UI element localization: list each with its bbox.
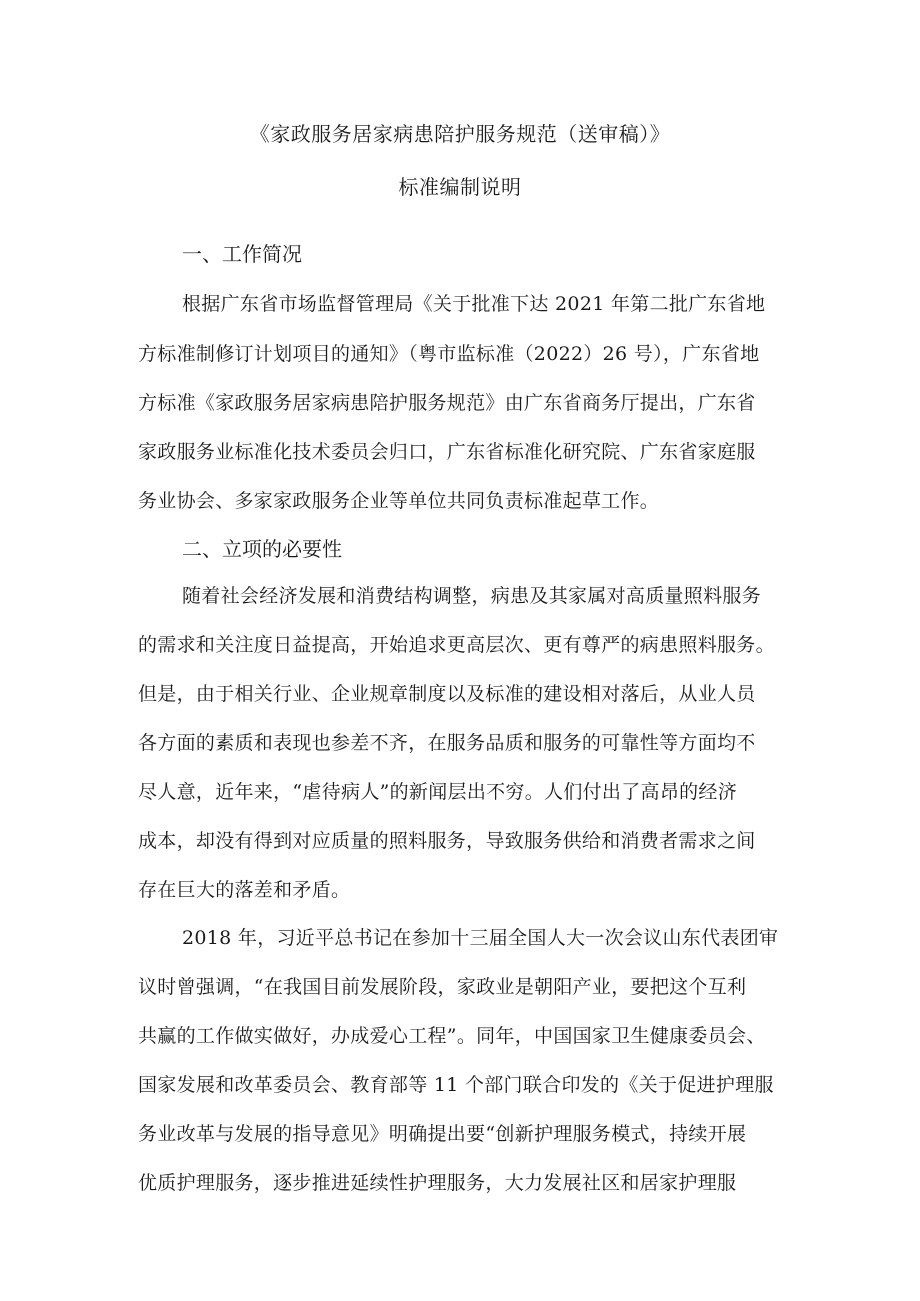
paragraph-line: 务业协会、多家家政服务企业等单位共同负责标准起草工作。 bbox=[138, 490, 660, 512]
paragraph-line: 根据广东省市场监督管理局《关于批准下达 2021 年第二批广东省地 bbox=[182, 293, 766, 315]
paragraph-line: 但是，由于相关行业、企业规章制度以及标准的建设相对落后，从业人员 bbox=[138, 683, 756, 705]
paragraph-line: 方标准制修订计划项目的通知》（粤市监标准（2022）26 号），广东省地 bbox=[138, 343, 760, 365]
paragraph-line: 优质护理服务，逐步推进延续性护理服务，大力发展社区和居家护理服 bbox=[138, 1172, 737, 1194]
paragraph-line: 家政服务业标准化技术委员会归口，广东省标准化研究院、广东省家庭服 bbox=[138, 441, 756, 463]
document-title: 《家政服务居家病患陪护服务规范（送审稿）》 bbox=[249, 122, 671, 146]
paragraph-line: 的需求和关注度日益提高，开始追求更高层次、更有尊严的病患照料服务。 bbox=[138, 634, 775, 656]
section-heading-work-overview: 一、工作简况 bbox=[182, 242, 302, 266]
paragraph-line: 存在巨大的落差和矛盾。 bbox=[138, 879, 351, 901]
paragraph-line: 共赢的工作做实做好，办成爱心工程”。同年，中国国家卫生健康委员会、 bbox=[138, 1025, 766, 1047]
paragraph-line: 2018 年，习近平总书记在参加十三届全国人大一次会议山东代表团审 bbox=[182, 927, 779, 949]
paragraph-line: 议时曾强调，“在我国目前发展阶段，家政业是朝阳产业，要把这个互利 bbox=[138, 976, 747, 998]
paragraph-line: 尽人意，近年来，“虐待病人”的新闻层出不穷。人们付出了高昂的经济 bbox=[138, 781, 738, 803]
paragraph-line: 各方面的素质和表现也参差不齐，在服务品质和服务的可靠性等方面均不 bbox=[138, 732, 756, 754]
paragraph-line: 方标准《家政服务居家病患陪护服务规范》由广东省商务厅提出，广东省 bbox=[138, 392, 756, 414]
document-subtitle: 标准编制说明 bbox=[398, 175, 522, 199]
paragraph-line: 国家发展和改革委员会、教育部等 11 个部门联合印发的《关于促进护理服 bbox=[138, 1074, 774, 1096]
paragraph-line: 随着社会经济发展和消费结构调整，病患及其家属对高质量照料服务 bbox=[182, 585, 762, 607]
paragraph-line: 务业改革与发展的指导意见》明确提出要“创新护理服务模式，持续开展 bbox=[138, 1123, 747, 1145]
section-heading-necessity: 二、立项的必要性 bbox=[182, 537, 342, 561]
paragraph-line: 成本，却没有得到对应质量的照料服务，导致服务供给和消费者需求之间 bbox=[138, 830, 756, 852]
